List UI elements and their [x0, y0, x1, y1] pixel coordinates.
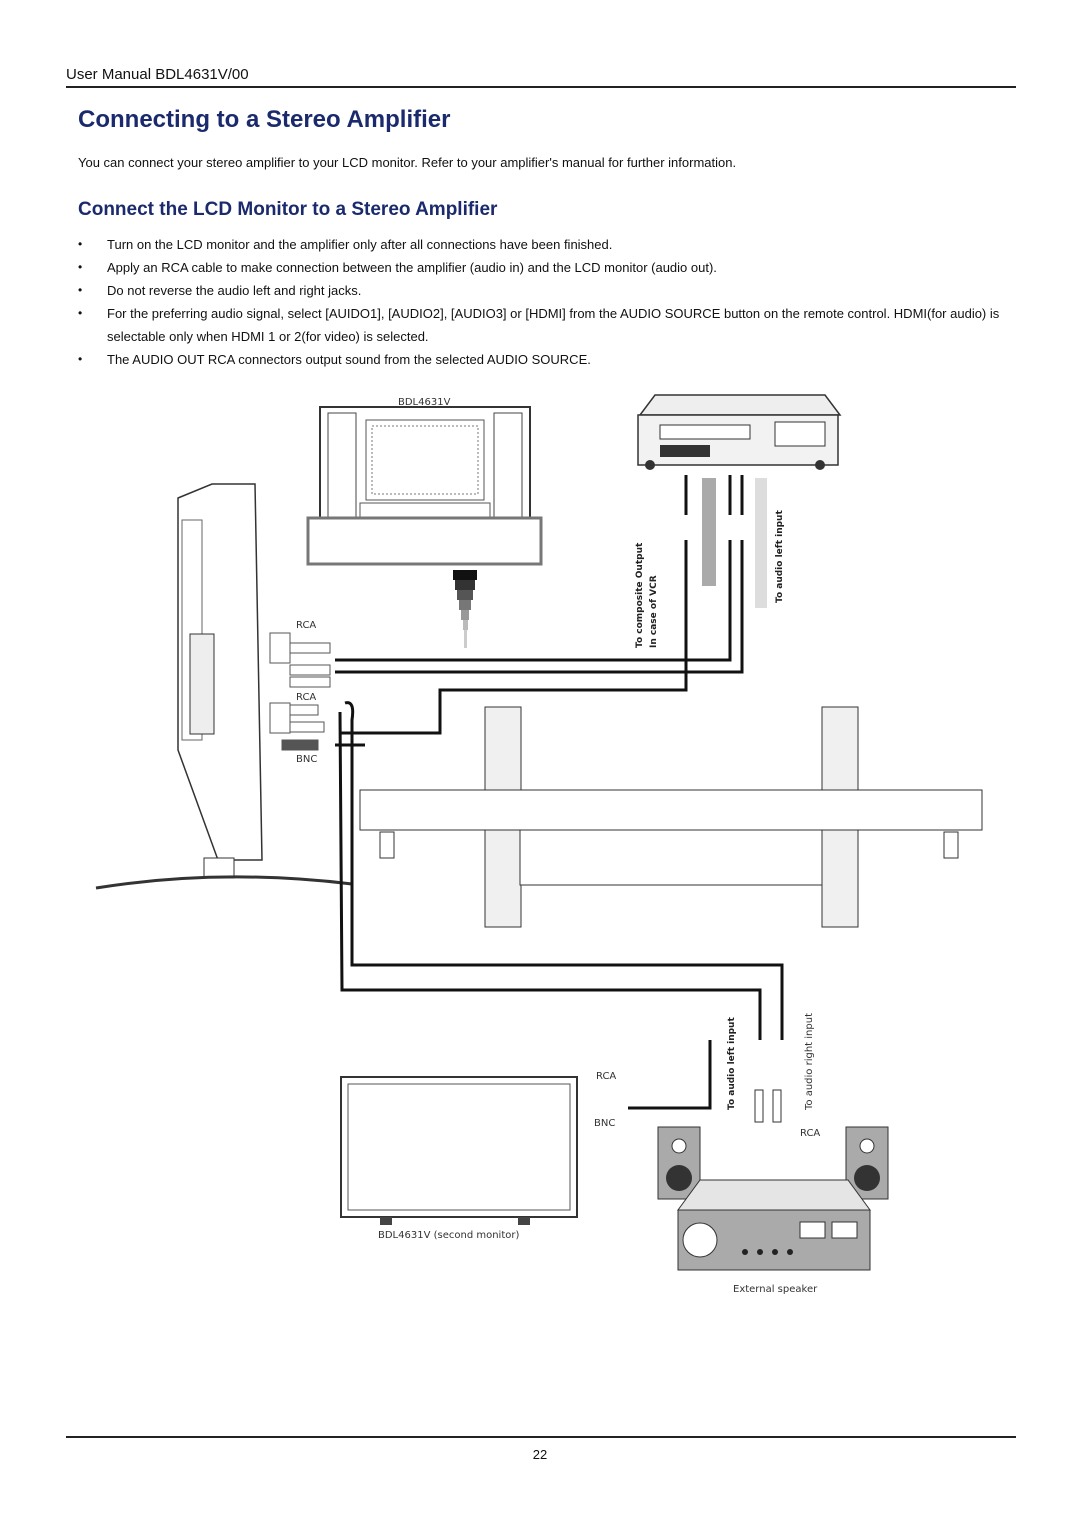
page-title: Connecting to a Stereo Amplifier	[78, 106, 451, 133]
rca-label: RCA	[296, 692, 317, 703]
section-subtitle: Connect the LCD Monitor to a Stereo Amplifier	[78, 199, 498, 220]
second-monitor	[341, 1077, 577, 1225]
audio-left-label-top: To audio left input	[775, 510, 785, 603]
amplifier-cables	[335, 703, 782, 1108]
instruction-item: • Do not reverse the audio left and right jacks.	[78, 279, 1008, 302]
intro-paragraph: You can connect your stereo amplifier to your LCD monitor. Refer to your amplifier's manual for further information.	[78, 155, 737, 170]
direction-arrow-gradient	[453, 570, 477, 648]
header-rule	[66, 86, 1016, 88]
vcr-device	[638, 395, 840, 470]
page-number: 22	[532, 1447, 548, 1462]
instruction-item: • For the preferring audio signal, select [AUIDO1], [AUDIO2], [AUDIO3] or [HDMI] from the AUDIO SOURCE button on the remote control. HDMI(for audio) is selectable only when HDMI 1 or 2(for video) is selected.	[78, 302, 1008, 348]
cable-shadow	[755, 478, 767, 608]
vcr-case-label: In case of VCR	[649, 575, 659, 648]
monitor-stand	[360, 707, 982, 927]
instruction-item: • Apply an RCA cable to make connection between the amplifier (audio in) and the LCD monitor (audio out).	[78, 256, 1008, 279]
connection-diagram	[0, 380, 1080, 1300]
monitor-top-label: BDL4631V	[398, 397, 451, 408]
instruction-item: • The AUDIO OUT RCA connectors output sound from the selected AUDIO SOURCE.	[78, 348, 1008, 371]
composite-label: To composite Output	[635, 542, 645, 648]
bnc-label: BNC	[296, 754, 318, 765]
rca-plugs	[755, 1090, 781, 1122]
rca-label: RCA	[596, 1071, 617, 1082]
speaker-label: External speaker	[733, 1284, 818, 1295]
external-speaker-system	[658, 1127, 888, 1270]
audio-right-label: To audio right input	[804, 1013, 815, 1110]
rca-label: RCA	[296, 620, 317, 631]
cable-shadow	[702, 478, 716, 586]
instruction-item: • Turn on the LCD monitor and the amplifier only after all connections have been finished.	[78, 233, 1008, 256]
running-header: User Manual BDL4631V/00	[66, 66, 249, 83]
instruction-list	[78, 233, 1008, 371]
bnc-label: BNC	[594, 1118, 616, 1129]
second-monitor-label: BDL4631V (second monitor)	[378, 1230, 520, 1241]
footer-rule	[66, 1436, 1016, 1438]
monitor-rear-view	[308, 407, 541, 564]
rca-label: RCA	[800, 1128, 821, 1139]
audio-left-label-bottom: To audio left input	[727, 1017, 737, 1110]
